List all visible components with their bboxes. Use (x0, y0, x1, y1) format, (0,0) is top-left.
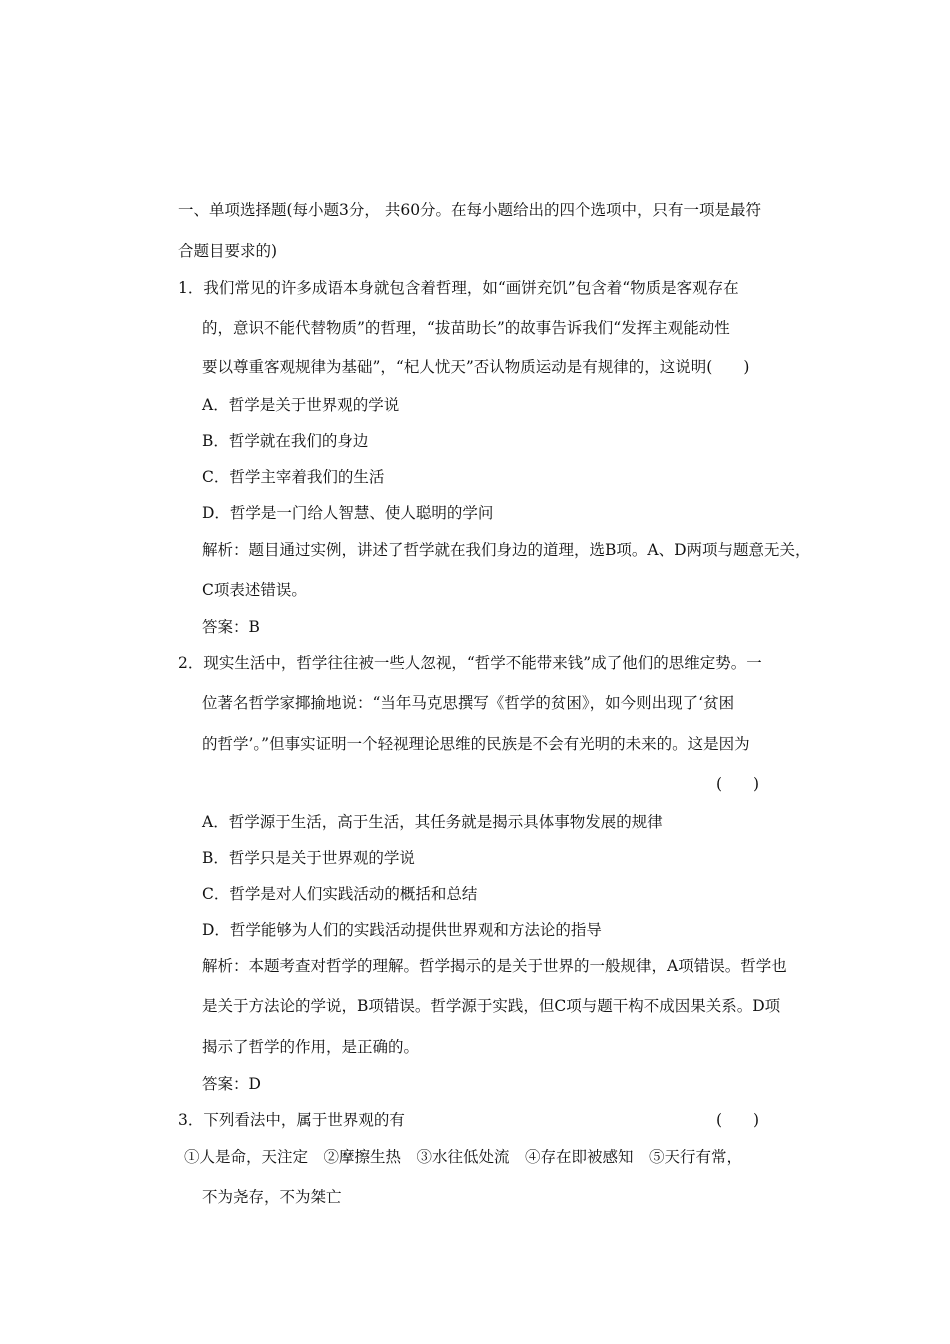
question-stem-line: 的，意识不能代替物质”的哲理，“拔苗助长”的故事告诉我们“发挥主观能动性 (202, 319, 730, 337)
question-stem-line: 位著名哲学家揶揄地说：“当年马克思撰写《哲学的贫困》，如今则出现了‘贫困 (202, 694, 735, 712)
option-a: A．哲学源于生活，高于生活，其任务就是揭示具体事物发展的规律 (202, 813, 663, 831)
answer: 答案：D (202, 1075, 261, 1093)
question-stem-line: 2．现实生活中，哲学往往被一些人忽视，“哲学不能带来钱”成了他们的思维定势。一 (178, 654, 762, 672)
option-a: A．哲学是关于世界观的学说 (202, 396, 400, 414)
analysis-line: C项表述错误。 (202, 581, 307, 599)
question-stem-line: 1．我们常见的许多成语本身就包含着哲理，如“画饼充饥”包含着“物质是客观存在 (178, 279, 739, 297)
section-heading-line: 一、单项选择题(每小题3分， 共60分。在每小题给出的四个选项中，只有一项是最符 (178, 201, 762, 219)
question-stem-line: 要以尊重客观规律为基础”，“杞人忧天”否认物质运动是有规律的，这说明( ) (202, 358, 750, 376)
statement-items-line: ①人是命，天注定 ②摩擦生热 ③水往低处流 ④存在即被感知 ⑤天行有常， (184, 1148, 743, 1166)
option-d: D．哲学能够为人们的实践活动提供世界观和方法论的指导 (202, 921, 602, 939)
question-stem-line: 3．下列看法中，属于世界观的有 (178, 1111, 405, 1129)
analysis-line: 解析：题目通过实例，讲述了哲学就在我们身边的道理，选B项。A、D两项与题意无关， (202, 541, 811, 559)
answer-blank: ( ) (716, 1111, 760, 1129)
answer-blank: ( ) (716, 775, 760, 793)
answer: 答案：B (202, 618, 260, 636)
option-b: B．哲学就在我们的身边 (202, 432, 369, 450)
option-d: D．哲学是一门给人智慧、使人聪明的学问 (202, 504, 494, 522)
question-stem-line: 的哲学’。”但事实证明一个轻视理论思维的民族是不会有光明的未来的。这是因为 (202, 735, 750, 753)
option-c: C．哲学主宰着我们的生活 (202, 468, 385, 486)
option-b: B．哲学只是关于世界观的学说 (202, 849, 415, 867)
section-heading-line: 合题目要求的) (178, 242, 278, 260)
statement-items-line: 不为尧存，不为桀亡 (202, 1188, 342, 1206)
analysis-line: 是关于方法论的学说，B项错误。哲学源于实践，但C项与题干构不成因果关系。D项 (202, 997, 781, 1015)
analysis-line: 解析：本题考查对哲学的理解。哲学揭示的是关于世界的一般规律，A项错误。哲学也 (202, 957, 787, 975)
option-c: C．哲学是对人们实践活动的概括和总结 (202, 885, 478, 903)
analysis-line: 揭示了哲学的作用，是正确的。 (202, 1038, 420, 1056)
